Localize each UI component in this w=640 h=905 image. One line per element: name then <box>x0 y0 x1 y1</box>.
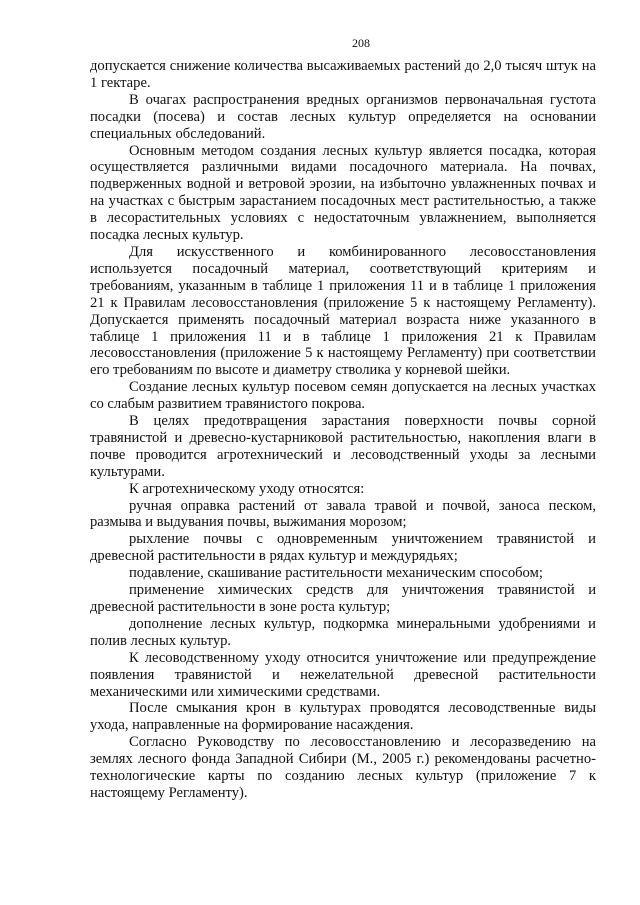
list-item-loosening: рыхление почвы с одновременным уничтожением травянистой и древесной растительности в рядах культур и междурядьях; <box>90 531 596 565</box>
body-text <box>90 58 596 802</box>
paragraph-continuation: допускается снижение количества высаживаемых растений до 2,0 тысяч штук на 1 гектаре. <box>90 58 596 91</box>
paragraph-care-purpose: В целях предотвращения зарастания поверхности почвы сорной травянистой и древесно-кустарниковой растительностью, накопления влаги в почве проводится агротехнический и лесоводственный уходы за лесными культурами. <box>90 413 596 480</box>
paragraph-guidance-reference: Согласно Руководству по лесовосстановлению и лесоразведению на землях лесного фонда Западной Сибири (М., 2005 г.) рекомендованы расчетно-технологические карты по созданию лесных культур (приложение 7 к настоящему Регламенту). <box>90 734 596 801</box>
paragraph-seeding: Создание лесных культур посевом семян допускается на лесных участках со слабым развитием травянистого покрова. <box>90 379 596 413</box>
paragraph-agrotech-intro: К агротехническому уходу относятся: <box>129 480 365 497</box>
paragraph-planting-method: Основным методом создания лесных культур является посадка, которая осуществляется различными видами посадочного материала. На почвах, подверженных водной и ветровой эрозии, на избыточно увлажненных почвах и на участках с быстрым зарастанием посадочных мест растительностью, а также в лесорастительных условиях с недостаточным увлажнением, выполняется посадка лесных культур. <box>90 142 596 244</box>
page-number: 208 <box>352 36 370 50</box>
list-item-replenishment: дополнение лесных культур, подкормка минеральными удобрениями и полив лесных культур. <box>90 615 596 649</box>
list-item-manual-straightening: ручная оправка растений от завала травой и почвой, заноса песком, размыва и выдувания почвы, выжимания морозом; <box>90 497 596 531</box>
paragraph-silvicultural-care: К лесоводственному уходу относится уничтожение или предупреждение появления травянистой и нежелательной древесной растительности механическими или химическими средствами. <box>90 649 596 700</box>
list-item-mowing: подавление, скашивание растительности механическим способом; <box>129 565 543 582</box>
paragraph-planting-material: Для искусственного и комбинированного лесовосстановления используется посадочный материал, соответствующий критериям и требованиям, указанным в таблице 1 приложения 11 и в таблице 1 приложения 21 к Правилам лесовосстановления (приложение 5 к настоящему Регламенту). Допускается применять посадочный материал возраста ниже указанного в таблице 1 приложения 11 и в таблице 1 приложения 21 к Правилам лесовосстановления (приложение 5 к настоящему Регламенту) при соответствии его требованиям по высоте и диаметру стволика у корневой шейки. <box>90 243 596 379</box>
paragraph-pest-foci: В очагах распространения вредных организмов первоначальная густота посадки (посева) и состав лесных культур определяется на основании специальных обследований. <box>90 91 596 142</box>
paragraph-crown-closure: После смыкания крон в культурах проводятся лесоводственные виды ухода, направленные на формирование насаждения. <box>90 700 596 734</box>
list-item-chemicals: применение химических средств для уничтожения травянистой и древесной растительности в зоне роста культур; <box>90 582 596 615</box>
